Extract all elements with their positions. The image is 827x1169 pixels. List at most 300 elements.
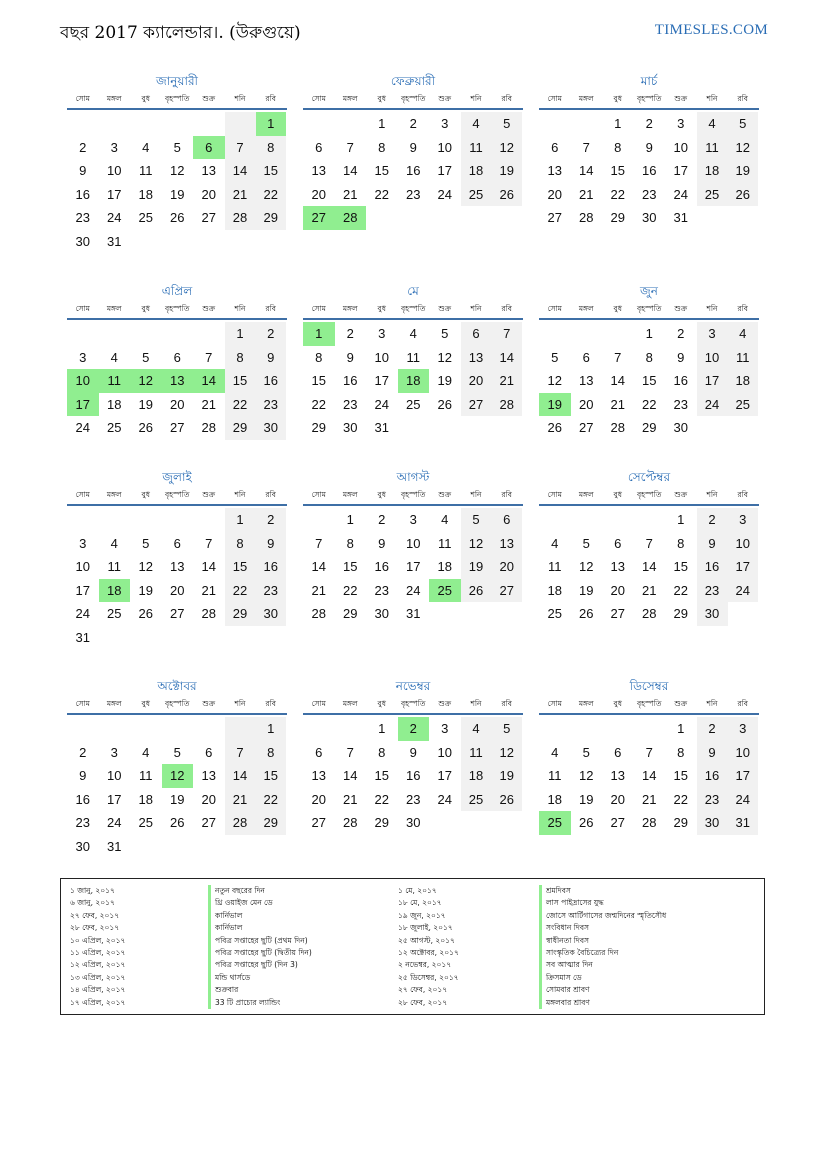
day-cell[interactable]: 8 xyxy=(677,744,685,760)
day-cell[interactable]: 9 xyxy=(346,349,354,365)
day-cell[interactable]: 18 xyxy=(138,791,153,807)
day-cell[interactable]: 22 xyxy=(374,186,389,202)
day-cell[interactable]: 4 xyxy=(728,322,759,346)
day-cell[interactable]: 29 xyxy=(256,206,287,230)
day-cell[interactable]: 10 xyxy=(437,744,452,760)
day-cell[interactable]: 4 xyxy=(110,535,118,551)
day-cell[interactable]: 27 xyxy=(579,420,594,435)
day-cell[interactable]: 14 xyxy=(610,373,625,388)
day-cell[interactable]: 16 xyxy=(697,764,728,788)
day-cell[interactable]: 18 xyxy=(547,582,562,598)
day-cell[interactable]: 11 xyxy=(461,741,492,765)
day-cell[interactable]: 20 xyxy=(201,791,216,807)
day-cell[interactable]: 31 xyxy=(75,629,90,645)
day-cell[interactable]: 23 xyxy=(256,579,287,603)
day-cell[interactable]: 22 xyxy=(256,788,287,812)
day-cell[interactable]: 21 xyxy=(225,788,256,812)
holiday-day-cell[interactable]: 14 xyxy=(193,369,225,393)
day-cell[interactable]: 29 xyxy=(642,420,657,435)
day-cell[interactable]: 17 xyxy=(406,559,421,574)
day-cell[interactable]: 24 xyxy=(374,396,389,412)
day-cell[interactable]: 12 xyxy=(547,373,562,388)
day-cell[interactable]: 29 xyxy=(225,602,256,626)
day-cell[interactable]: 7 xyxy=(582,139,590,155)
day-cell[interactable]: 13 xyxy=(201,768,216,783)
day-cell[interactable]: 28 xyxy=(311,606,326,621)
day-cell[interactable]: 9 xyxy=(256,346,287,370)
day-cell[interactable]: 5 xyxy=(728,112,759,136)
day-cell[interactable]: 11 xyxy=(107,559,121,574)
day-cell[interactable]: 28 xyxy=(201,420,216,435)
holiday-day-cell[interactable]: 18 xyxy=(99,579,131,603)
day-cell[interactable]: 1 xyxy=(677,512,685,527)
day-cell[interactable]: 5 xyxy=(582,744,590,760)
day-cell[interactable]: 28 xyxy=(642,606,657,621)
day-cell[interactable]: 1 xyxy=(645,326,653,341)
holiday-day-cell[interactable]: 10 xyxy=(67,369,99,393)
day-cell[interactable]: 24 xyxy=(75,606,90,621)
day-cell[interactable]: 30 xyxy=(256,416,287,440)
day-cell[interactable]: 6 xyxy=(551,139,559,155)
day-cell[interactable]: 21 xyxy=(311,582,326,598)
day-cell[interactable]: 4 xyxy=(142,139,150,155)
day-cell[interactable]: 17 xyxy=(107,791,122,807)
day-cell[interactable]: 17 xyxy=(374,373,389,388)
day-cell[interactable]: 29 xyxy=(374,815,389,830)
day-cell[interactable]: 14 xyxy=(642,559,657,574)
day-cell[interactable]: 21 xyxy=(343,791,358,807)
day-cell[interactable]: 22 xyxy=(673,582,688,598)
day-cell[interactable]: 12 xyxy=(579,768,594,783)
holiday-day-cell[interactable]: 2 xyxy=(398,717,430,741)
day-cell[interactable]: 5 xyxy=(492,717,523,741)
day-cell[interactable]: 18 xyxy=(697,159,728,183)
day-cell[interactable]: 2 xyxy=(256,508,287,532)
day-cell[interactable]: 17 xyxy=(107,186,122,202)
day-cell[interactable]: 3 xyxy=(409,512,417,527)
day-cell[interactable]: 14 xyxy=(492,346,523,370)
holiday-day-cell[interactable]: 27 xyxy=(303,206,335,230)
day-cell[interactable]: 1 xyxy=(378,116,386,131)
day-cell[interactable]: 18 xyxy=(138,186,153,202)
day-cell[interactable]: 30 xyxy=(642,210,657,225)
day-cell[interactable]: 20 xyxy=(610,791,625,807)
day-cell[interactable]: 7 xyxy=(645,535,653,551)
day-cell[interactable]: 12 xyxy=(437,349,452,365)
day-cell[interactable]: 31 xyxy=(107,233,122,249)
day-cell[interactable]: 27 xyxy=(492,579,523,603)
day-cell[interactable]: 25 xyxy=(138,815,153,830)
day-cell[interactable]: 15 xyxy=(642,373,657,388)
day-cell[interactable]: 23 xyxy=(343,396,358,412)
day-cell[interactable]: 7 xyxy=(645,744,653,760)
day-cell[interactable]: 28 xyxy=(610,420,625,435)
day-cell[interactable]: 18 xyxy=(461,159,492,183)
day-cell[interactable]: 28 xyxy=(225,811,256,835)
day-cell[interactable]: 3 xyxy=(441,116,449,131)
day-cell[interactable]: 5 xyxy=(461,508,492,532)
day-cell[interactable]: 21 xyxy=(642,582,657,598)
day-cell[interactable]: 13 xyxy=(579,373,594,388)
day-cell[interactable]: 21 xyxy=(610,396,625,412)
day-cell[interactable]: 22 xyxy=(642,396,657,412)
day-cell[interactable]: 29 xyxy=(256,811,287,835)
day-cell[interactable]: 9 xyxy=(378,535,386,551)
day-cell[interactable]: 26 xyxy=(579,606,594,621)
day-cell[interactable]: 1 xyxy=(378,721,386,736)
day-cell[interactable]: 4 xyxy=(441,512,449,527)
day-cell[interactable]: 10 xyxy=(107,768,122,783)
day-cell[interactable]: 28 xyxy=(225,206,256,230)
day-cell[interactable]: 23 xyxy=(673,396,688,412)
day-cell[interactable]: 17 xyxy=(673,163,688,178)
day-cell[interactable]: 4 xyxy=(461,112,492,136)
day-cell[interactable]: 21 xyxy=(225,183,256,207)
day-cell[interactable]: 7 xyxy=(346,139,354,155)
day-cell[interactable]: 24 xyxy=(437,186,452,202)
day-cell[interactable]: 3 xyxy=(79,535,87,551)
day-cell[interactable]: 20 xyxy=(170,582,185,598)
day-cell[interactable]: 3 xyxy=(728,508,759,532)
day-cell[interactable]: 20 xyxy=(201,186,216,202)
day-cell[interactable]: 23 xyxy=(697,579,728,603)
day-cell[interactable]: 4 xyxy=(551,744,559,760)
day-cell[interactable]: 10 xyxy=(75,559,90,574)
day-cell[interactable]: 2 xyxy=(79,744,87,760)
day-cell[interactable]: 22 xyxy=(343,582,358,598)
day-cell[interactable]: 10 xyxy=(374,349,389,365)
day-cell[interactable]: 5 xyxy=(441,326,449,341)
day-cell[interactable]: 11 xyxy=(697,136,728,160)
day-cell[interactable]: 8 xyxy=(256,741,287,765)
day-cell[interactable]: 1 xyxy=(225,508,256,532)
day-cell[interactable]: 23 xyxy=(406,186,421,202)
day-cell[interactable]: 9 xyxy=(409,744,417,760)
day-cell[interactable]: 26 xyxy=(437,396,452,412)
day-cell[interactable]: 29 xyxy=(311,420,326,435)
day-cell[interactable]: 6 xyxy=(614,744,622,760)
day-cell[interactable]: 26 xyxy=(728,183,759,207)
day-cell[interactable]: 17 xyxy=(75,582,90,598)
day-cell[interactable]: 8 xyxy=(614,139,622,155)
day-cell[interactable]: 16 xyxy=(406,768,421,783)
day-cell[interactable]: 4 xyxy=(110,349,118,365)
day-cell[interactable]: 13 xyxy=(170,559,185,574)
day-cell[interactable]: 5 xyxy=(142,535,150,551)
day-cell[interactable]: 29 xyxy=(673,606,688,621)
day-cell[interactable]: 29 xyxy=(673,815,688,830)
day-cell[interactable]: 13 xyxy=(492,532,523,556)
day-cell[interactable]: 25 xyxy=(728,393,759,417)
day-cell[interactable]: 7 xyxy=(205,349,213,365)
day-cell[interactable]: 11 xyxy=(548,559,562,574)
day-cell[interactable]: 11 xyxy=(139,163,153,178)
day-cell[interactable]: 30 xyxy=(673,420,688,435)
day-cell[interactable]: 27 xyxy=(170,420,185,435)
day-cell[interactable]: 14 xyxy=(201,559,216,574)
day-cell[interactable]: 3 xyxy=(728,717,759,741)
day-cell[interactable]: 15 xyxy=(673,768,688,783)
day-cell[interactable]: 20 xyxy=(492,555,523,579)
day-cell[interactable]: 10 xyxy=(437,139,452,155)
day-cell[interactable]: 20 xyxy=(579,396,594,412)
day-cell[interactable]: 2 xyxy=(378,512,386,527)
day-cell[interactable]: 12 xyxy=(492,136,523,160)
day-cell[interactable]: 16 xyxy=(75,791,90,807)
day-cell[interactable]: 25 xyxy=(461,183,492,207)
day-cell[interactable]: 2 xyxy=(697,717,728,741)
day-cell[interactable]: 8 xyxy=(378,139,386,155)
day-cell[interactable]: 3 xyxy=(79,349,87,365)
day-cell[interactable]: 22 xyxy=(225,393,256,417)
day-cell[interactable]: 15 xyxy=(374,163,389,178)
day-cell[interactable]: 9 xyxy=(645,139,653,155)
day-cell[interactable]: 16 xyxy=(256,555,287,579)
day-cell[interactable]: 25 xyxy=(547,606,562,621)
day-cell[interactable]: 10 xyxy=(673,139,688,155)
day-cell[interactable]: 14 xyxy=(642,768,657,783)
day-cell[interactable]: 31 xyxy=(673,210,688,225)
day-cell[interactable]: 22 xyxy=(311,396,326,412)
day-cell[interactable]: 24 xyxy=(75,420,90,435)
day-cell[interactable]: 8 xyxy=(346,535,354,551)
day-cell[interactable]: 26 xyxy=(138,420,153,435)
holiday-day-cell[interactable]: 19 xyxy=(539,393,571,417)
day-cell[interactable]: 16 xyxy=(75,186,90,202)
day-cell[interactable]: 8 xyxy=(378,744,386,760)
day-cell[interactable]: 26 xyxy=(492,183,523,207)
day-cell[interactable]: 25 xyxy=(406,396,421,412)
day-cell[interactable]: 16 xyxy=(697,555,728,579)
day-cell[interactable]: 3 xyxy=(677,116,685,131)
day-cell[interactable]: 13 xyxy=(461,346,492,370)
day-cell[interactable]: 13 xyxy=(610,559,625,574)
day-cell[interactable]: 9 xyxy=(697,741,728,765)
day-cell[interactable]: 6 xyxy=(315,744,323,760)
day-cell[interactable]: 19 xyxy=(461,555,492,579)
day-cell[interactable]: 1 xyxy=(614,116,622,131)
day-cell[interactable]: 13 xyxy=(311,768,326,783)
brand-logo-text[interactable]: TIMESLES.COM xyxy=(654,22,768,38)
day-cell[interactable]: 26 xyxy=(138,606,153,621)
day-cell[interactable]: 27 xyxy=(201,815,216,830)
day-cell[interactable]: 13 xyxy=(610,768,625,783)
day-cell[interactable]: 7 xyxy=(492,322,523,346)
day-cell[interactable]: 20 xyxy=(461,369,492,393)
day-cell[interactable]: 3 xyxy=(110,744,118,760)
day-cell[interactable]: 15 xyxy=(256,764,287,788)
day-cell[interactable]: 8 xyxy=(677,535,685,551)
day-cell[interactable]: 15 xyxy=(256,159,287,183)
day-cell[interactable]: 22 xyxy=(673,791,688,807)
day-cell[interactable]: 25 xyxy=(107,420,122,435)
day-cell[interactable]: 2 xyxy=(697,508,728,532)
day-cell[interactable]: 26 xyxy=(579,815,594,830)
day-cell[interactable]: 14 xyxy=(343,163,358,178)
day-cell[interactable]: 18 xyxy=(461,764,492,788)
day-cell[interactable]: 6 xyxy=(173,349,181,365)
day-cell[interactable]: 28 xyxy=(492,393,523,417)
day-cell[interactable]: 24 xyxy=(437,791,452,807)
day-cell[interactable]: 19 xyxy=(492,764,523,788)
day-cell[interactable]: 3 xyxy=(378,326,386,341)
day-cell[interactable]: 20 xyxy=(610,582,625,598)
day-cell[interactable]: 11 xyxy=(461,136,492,160)
day-cell[interactable]: 12 xyxy=(579,559,594,574)
day-cell[interactable]: 19 xyxy=(437,373,452,388)
day-cell[interactable]: 29 xyxy=(225,416,256,440)
day-cell[interactable]: 10 xyxy=(697,346,728,370)
day-cell[interactable]: 12 xyxy=(170,163,185,178)
day-cell[interactable]: 31 xyxy=(374,420,389,435)
day-cell[interactable]: 28 xyxy=(201,606,216,621)
day-cell[interactable]: 21 xyxy=(642,791,657,807)
day-cell[interactable]: 24 xyxy=(697,393,728,417)
day-cell[interactable]: 23 xyxy=(75,210,90,225)
day-cell[interactable]: 9 xyxy=(79,768,87,783)
day-cell[interactable]: 25 xyxy=(107,606,122,621)
day-cell[interactable]: 11 xyxy=(548,768,562,783)
day-cell[interactable]: 7 xyxy=(315,535,323,551)
day-cell[interactable]: 31 xyxy=(406,606,421,621)
day-cell[interactable]: 14 xyxy=(225,159,256,183)
day-cell[interactable]: 19 xyxy=(170,186,185,202)
day-cell[interactable]: 18 xyxy=(728,369,759,393)
day-cell[interactable]: 1 xyxy=(256,717,287,741)
day-cell[interactable]: 2 xyxy=(645,116,653,131)
day-cell[interactable]: 24 xyxy=(406,582,421,598)
day-cell[interactable]: 3 xyxy=(697,322,728,346)
day-cell[interactable]: 8 xyxy=(645,349,653,365)
day-cell[interactable]: 31 xyxy=(728,811,759,835)
day-cell[interactable]: 9 xyxy=(409,139,417,155)
day-cell[interactable]: 13 xyxy=(201,163,216,178)
day-cell[interactable]: 10 xyxy=(728,741,759,765)
day-cell[interactable]: 18 xyxy=(547,791,562,807)
day-cell[interactable]: 27 xyxy=(170,606,185,621)
day-cell[interactable]: 12 xyxy=(492,741,523,765)
day-cell[interactable]: 26 xyxy=(170,815,185,830)
day-cell[interactable]: 19 xyxy=(138,396,153,412)
day-cell[interactable]: 9 xyxy=(697,532,728,556)
day-cell[interactable]: 14 xyxy=(311,559,326,574)
day-cell[interactable]: 27 xyxy=(201,210,216,225)
day-cell[interactable]: 30 xyxy=(256,602,287,626)
day-cell[interactable]: 17 xyxy=(728,555,759,579)
day-cell[interactable]: 26 xyxy=(492,788,523,812)
day-cell[interactable]: 27 xyxy=(461,393,492,417)
day-cell[interactable]: 30 xyxy=(697,811,728,835)
day-cell[interactable]: 15 xyxy=(225,555,256,579)
holiday-day-cell[interactable]: 6 xyxy=(193,136,225,160)
day-cell[interactable]: 7 xyxy=(225,136,256,160)
day-cell[interactable]: 2 xyxy=(256,322,287,346)
holiday-day-cell[interactable]: 1 xyxy=(256,112,287,136)
day-cell[interactable]: 19 xyxy=(579,582,594,598)
day-cell[interactable]: 2 xyxy=(409,116,417,131)
day-cell[interactable]: 16 xyxy=(673,373,688,388)
day-cell[interactable]: 14 xyxy=(343,768,358,783)
day-cell[interactable]: 28 xyxy=(579,210,594,225)
day-cell[interactable]: 19 xyxy=(138,582,153,598)
day-cell[interactable]: 30 xyxy=(697,602,728,626)
day-cell[interactable]: 16 xyxy=(406,163,421,178)
day-cell[interactable]: 21 xyxy=(343,186,358,202)
day-cell[interactable]: 15 xyxy=(610,163,625,178)
day-cell[interactable]: 11 xyxy=(139,768,153,783)
day-cell[interactable]: 5 xyxy=(551,349,559,365)
day-cell[interactable]: 17 xyxy=(437,163,452,178)
holiday-day-cell[interactable]: 13 xyxy=(162,369,194,393)
day-cell[interactable]: 12 xyxy=(728,136,759,160)
day-cell[interactable]: 23 xyxy=(697,788,728,812)
day-cell[interactable]: 13 xyxy=(547,163,562,178)
holiday-day-cell[interactable]: 12 xyxy=(162,764,194,788)
day-cell[interactable]: 4 xyxy=(551,535,559,551)
day-cell[interactable]: 24 xyxy=(728,579,759,603)
day-cell[interactable]: 25 xyxy=(697,183,728,207)
day-cell[interactable]: 25 xyxy=(461,788,492,812)
day-cell[interactable]: 31 xyxy=(107,838,122,854)
day-cell[interactable]: 13 xyxy=(311,163,326,178)
day-cell[interactable]: 23 xyxy=(642,186,657,202)
day-cell[interactable]: 27 xyxy=(547,210,562,225)
day-cell[interactable]: 8 xyxy=(225,532,256,556)
day-cell[interactable]: 27 xyxy=(610,815,625,830)
day-cell[interactable]: 5 xyxy=(492,112,523,136)
day-cell[interactable]: 9 xyxy=(79,163,87,178)
day-cell[interactable]: 2 xyxy=(346,326,354,341)
day-cell[interactable]: 16 xyxy=(343,373,358,388)
day-cell[interactable]: 15 xyxy=(343,559,358,574)
day-cell[interactable]: 20 xyxy=(170,396,185,412)
day-cell[interactable]: 27 xyxy=(311,815,326,830)
day-cell[interactable]: 19 xyxy=(170,791,185,807)
day-cell[interactable]: 6 xyxy=(205,744,213,760)
day-cell[interactable]: 7 xyxy=(225,741,256,765)
holiday-day-cell[interactable]: 25 xyxy=(539,811,571,835)
holiday-day-cell[interactable]: 18 xyxy=(398,369,430,393)
day-cell[interactable]: 15 xyxy=(225,369,256,393)
day-cell[interactable]: 27 xyxy=(610,606,625,621)
day-cell[interactable]: 6 xyxy=(315,139,323,155)
day-cell[interactable]: 1 xyxy=(346,512,354,527)
day-cell[interactable]: 16 xyxy=(256,369,287,393)
day-cell[interactable]: 4 xyxy=(142,744,150,760)
day-cell[interactable]: 30 xyxy=(75,233,90,249)
day-cell[interactable]: 26 xyxy=(170,210,185,225)
day-cell[interactable]: 15 xyxy=(311,373,326,388)
day-cell[interactable]: 5 xyxy=(173,139,181,155)
day-cell[interactable]: 29 xyxy=(610,210,625,225)
day-cell[interactable]: 30 xyxy=(374,606,389,621)
day-cell[interactable]: 8 xyxy=(256,136,287,160)
day-cell[interactable]: 15 xyxy=(673,559,688,574)
day-cell[interactable]: 22 xyxy=(256,183,287,207)
day-cell[interactable]: 18 xyxy=(107,396,122,412)
day-cell[interactable]: 22 xyxy=(374,791,389,807)
day-cell[interactable]: 17 xyxy=(728,764,759,788)
day-cell[interactable]: 23 xyxy=(374,582,389,598)
day-cell[interactable]: 11 xyxy=(406,349,420,365)
day-cell[interactable]: 20 xyxy=(311,186,326,202)
day-cell[interactable]: 4 xyxy=(697,112,728,136)
day-cell[interactable]: 6 xyxy=(492,508,523,532)
day-cell[interactable]: 21 xyxy=(579,186,594,202)
day-cell[interactable]: 8 xyxy=(225,346,256,370)
day-cell[interactable]: 30 xyxy=(75,838,90,854)
day-cell[interactable]: 23 xyxy=(75,815,90,830)
